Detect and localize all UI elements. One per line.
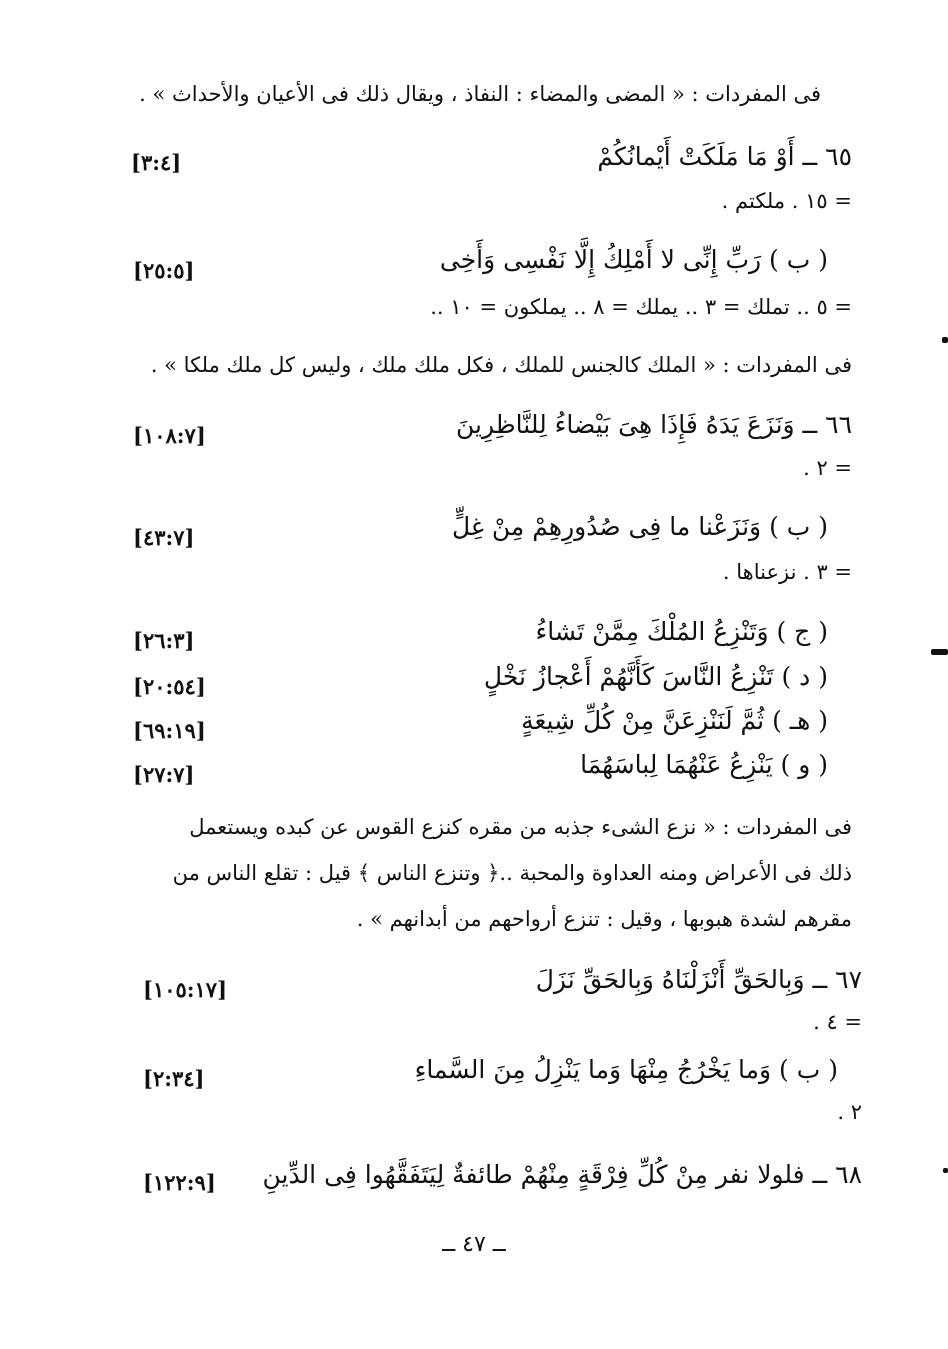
verse-reference: [٢٠:٥٤] bbox=[133, 674, 206, 699]
verse-line: ٦٨ ــ فلولا نفر مِنْ كُلِّ فِرْقَةٍ مِنْهُمْ طائفةٌ لِيَتَفَقَّهُوا فِى الدِّينِ bbox=[262, 1160, 862, 1189]
verse-line: ( هـ ) ثُمَّ لَنَنْزِعَنَّ مِنْ كُلِّ شِيعَةٍ bbox=[521, 706, 828, 735]
verse-reference: [٦٩:١٩] bbox=[133, 718, 206, 743]
note-line: ذلك فى الأعراض ومنه العداوة والمحبة ..﴿ وتنزع الناس ﴾ قيل : تقلع الناس من bbox=[172, 861, 852, 885]
count-line: = ١٥ . ملكتم . bbox=[721, 189, 852, 213]
verse-reference: [١٢٢:٩] bbox=[143, 1170, 216, 1195]
verse-reference: [٢٥:٥] bbox=[133, 258, 195, 283]
verse-reference: [١٠٥:١٧] bbox=[143, 977, 228, 1002]
note-line: فى المفردات : « نزع الشىء جذبه من مقره كنزع القوس عن كبده ويستعمل bbox=[189, 815, 852, 839]
verse-line: ( د ) تَنْزِعُ النَّاسَ كَأَنَّهُمْ أَعْجازُ نَخْلٍ bbox=[483, 662, 828, 691]
count-line: = ٥ .. تملك = ٣ .. يملك = ٨ .. يملكون = ١٠ .. bbox=[430, 295, 852, 319]
verse-line: ٦٦ ــ وَنَزَعَ يَدَهُ فَإِذَا هِىَ بَيْضاءُ لِلنَّاظِرِينَ bbox=[455, 410, 852, 439]
verse-line: ( ج ) وَتَنْزِعُ المُلْكَ مِمَّنْ تَشاءُ bbox=[535, 617, 828, 646]
verse-reference: [٢٧:٧] bbox=[133, 762, 195, 787]
verse-reference: [٢٦:٣] bbox=[133, 628, 195, 653]
verse-line: ٦٧ ــ وَبِالحَقِّ أَنْزَلْنَاهُ وَبِالحَقِّ نَزَلَ bbox=[535, 965, 862, 994]
verse-line: ( ب ) وَما يَخْرُجُ مِنْهَا وَما يَنْزِلُ مِنَ السَّماءِ bbox=[414, 1055, 838, 1084]
verse-reference: [٤٣:٧] bbox=[133, 525, 195, 550]
note-line: فى المفردات : « المضى والمضاء : النفاذ ، ويقال ذلك فى الأعيان والأحداث » . bbox=[139, 82, 821, 106]
count-line: = ٢ . bbox=[803, 456, 852, 480]
verse-line: ( و ) يَنْزِعُ عَنْهُمَا لِباسَهُمَا bbox=[580, 750, 828, 779]
verse-reference: [٣:٤] bbox=[131, 150, 182, 175]
note-line: فى المفردات : « الملك كالجنس للملك ، فكل ملك ملك ، وليس كل ملك ملكا » . bbox=[150, 353, 852, 377]
verse-line: ٦٥ ــ أَوْ مَا مَلَكَتْ أَيْمانُكُمْ bbox=[597, 142, 852, 171]
verse-reference: [١٠٨:٧] bbox=[133, 423, 206, 448]
verse-line: ( ب ) رَبِّ إِنِّى لا أَمْلِكُ إِلَّا نَفْسِى وَأَخِى bbox=[439, 245, 828, 274]
scan-mark bbox=[931, 649, 948, 655]
scan-mark bbox=[942, 337, 948, 343]
count-line: ٢ . bbox=[837, 1100, 862, 1124]
verse-line: ( ب ) وَنَزَعْنا ما فِى صُدُورِهِمْ مِنْ غِلٍّ bbox=[451, 512, 828, 541]
count-line: = ٣ . نزعناها . bbox=[722, 560, 852, 584]
verse-reference: [٢:٣٤] bbox=[143, 1066, 205, 1091]
scan-mark bbox=[943, 1168, 948, 1173]
page-number: ــ ٤٧ ــ bbox=[442, 1232, 506, 1257]
count-line: = ٤ . bbox=[813, 1010, 862, 1034]
note-line: مقرهم لشدة هبوبها ، وقيل : تنزع أرواحهم من أبدانهم » . bbox=[356, 907, 852, 931]
